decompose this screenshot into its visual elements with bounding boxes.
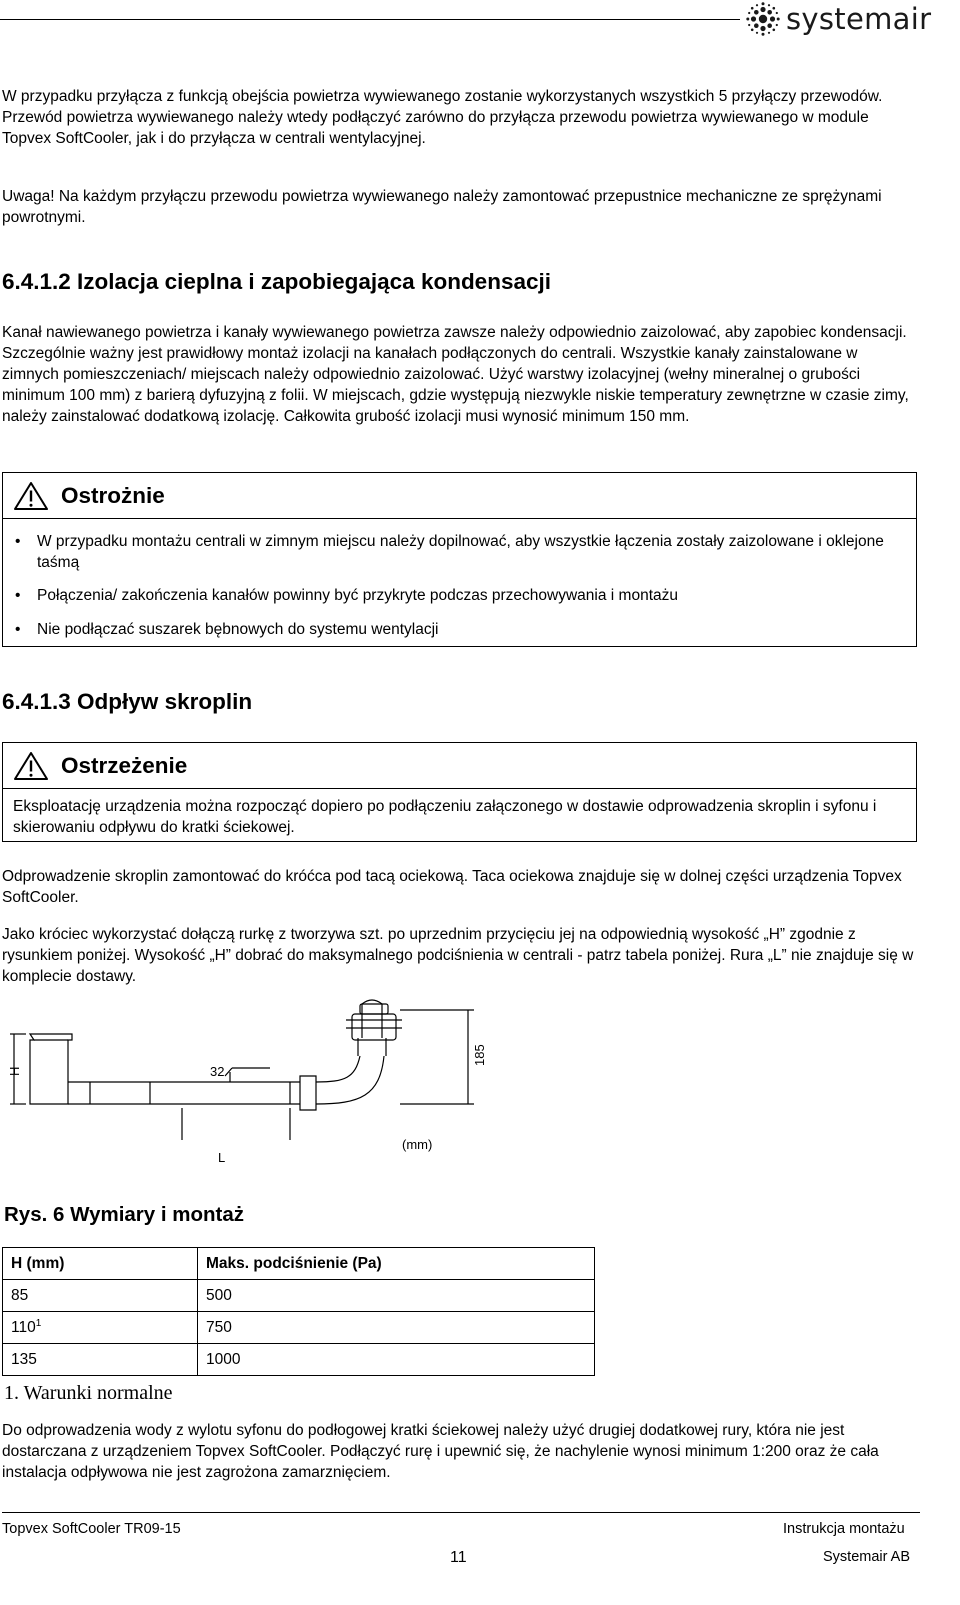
systemair-logo [746,2,931,36]
caution-item: • Nie podłączać suszarek bębnowych do systemu wentylacji [3,619,916,640]
table-cell: 1000 [198,1344,595,1376]
warning-triangle-icon [13,481,49,511]
section-heading-drain: 6.4.1.3 Odpływ skroplin [2,689,253,714]
pressure-table [2,1247,595,1376]
cell-value-h: 135 [11,1350,37,1368]
page-number: 11 [450,1549,467,1566]
table-cell [3,1280,198,1312]
footnote-marker: 1 [35,1317,42,1329]
table-row [3,1312,595,1344]
table-row [3,1344,595,1376]
table-cell: 750 [198,1312,595,1344]
table-header-row [3,1248,595,1280]
footer-doc-type: Instrukcja montażu [783,1521,905,1537]
section-heading-insulation: 6.4.1.2 Izolacja cieplna i zapobiegająca kondensacji [2,269,551,294]
warning-triangle-icon [13,751,49,781]
table-header-cell: H (mm) [3,1248,198,1280]
dim-label-185: 185 [472,1044,487,1066]
dimensions-drawing [0,996,520,1166]
closing-paragraph: Do odprowadzenia wody z wylotu syfonu do podłogowej kratki ściekowej należy użyć drugiej dodatkowej rury, która nie jest dostarczana z urządzeniem Topvex SoftCooler. Podłączyć rurę i upewnić się, że nachylenie wynosi minimum 1:200 oraz że cała instalacja odpływowa nie jest zagrożona zamarznięciem. [2,1422,879,1481]
figure-caption: Rys. 6 Wymiary i montaż [4,1203,245,1226]
insulation-paragraph: Kanał nawiewanego powietrza i kanały wywiewanego powietrza zawsze należy odpowiednio zaizolować, aby zapobiec kondensacji. Szczególnie ważny jest prawidłowy montaż izolacji na kanałach podłączonych do centrali. Wszystkie kanały zainstalowane w zimnych pomieszczeniach/ miejscach należy odpowiednio zaizolować. Użyć warstwy izolacyjnej (wełny mineralnej o grubości minimum 100 mm) z barierą dyfuzyjną z folii. W miejscach, gdzie występują niezwykle niskie temperatury zewnętrzne w czasie zimy, należy zainstalować dodatkową izolację. Całkowita grubość izolacji musi wynosić minimum 150 mm. [2,324,909,425]
caution-list [3,531,916,640]
table-cell: 500 [198,1280,595,1312]
dim-label-l: L [218,1150,226,1165]
unit-label: (mm) [402,1137,433,1152]
systemair-logo-icon [746,2,780,36]
footer-rule [2,1512,920,1513]
caution-item: • W przypadku montażu centrali w zimnym miejscu należy dopilnować, aby wszystkie łączenia zostały zaizolowane i oklejone taśmą [3,531,897,573]
table-footnote: 1. Warunki normalne [4,1382,173,1404]
caution-item: • Połączenia/ zakończenia kanałów powinny być przykryte podczas przechowywania i montażu [3,585,916,606]
intro-paragraph-2: Uwaga! Na każdym przyłączu przewodu powietrza wywiewanego należy zamontować przepustnice mechaniczne ze sprężynami powrotnymi. [2,188,882,226]
warning-body: Eksploatację urządzenia można rozpocząć dopiero po podłączeniu załączonego w dostawie odprowadzenia skroplin i syfonu i skierowaniu odpływu do kratki ściekowej. [13,798,877,836]
table-cell [3,1312,198,1344]
dim-label-32: 32 [210,1064,225,1079]
cell-value-h: 110 [11,1319,36,1337]
caution-title: Ostrożnie [61,482,165,508]
table-header-cell: Maks. podciśnienie (Pa) [198,1248,595,1280]
header-rule [0,19,740,20]
dim-label-h: H [7,1066,22,1076]
warning-header [3,743,916,789]
brand-name: systemair [786,2,932,36]
caution-box [2,472,917,647]
cell-value-h: 85 [11,1286,29,1304]
table-row [3,1280,595,1312]
table-cell [3,1344,198,1376]
drain-paragraph-1: Odprowadzenie skroplin zamontować do króćca pod tacą ociekową. Taca ociekowa znajduje się w dolnej części urządzenia Topvex SoftCooler. [2,868,902,906]
drain-paragraph-2: Jako króciec wykorzystać dołączą rurkę z tworzywa szt. po uprzednim przycięciu jej na odpowiednią wysokość „H” zgodnie z rysunkiem poniżej. Wysokość „H” dobrać do maksymalnego podciśnienia w centrali - patrz tabela poniżej. Rura „L” nie znajduje się w komplecie dostawy. [2,926,914,985]
warning-box [2,742,917,842]
footer-doc-title: Topvex SoftCooler TR09-15 [2,1521,181,1537]
caution-header [3,473,916,519]
footer-company: Systemair AB [823,1549,911,1565]
warning-title: Ostrzeżenie [61,752,188,778]
intro-paragraph-1: W przypadku przyłącza z funkcją obejścia powietrza wywiewanego zostanie wykorzystanych wszystkich 5 przyłączy przewodów. Przewód powietrza wywiewanego należy wtedy podłączyć zarówno do przyłącza przewodu powietrza wywiewanego w module Topvex SoftCooler, jak i do przyłącza w centrali wentylacyjnej. [2,88,883,147]
